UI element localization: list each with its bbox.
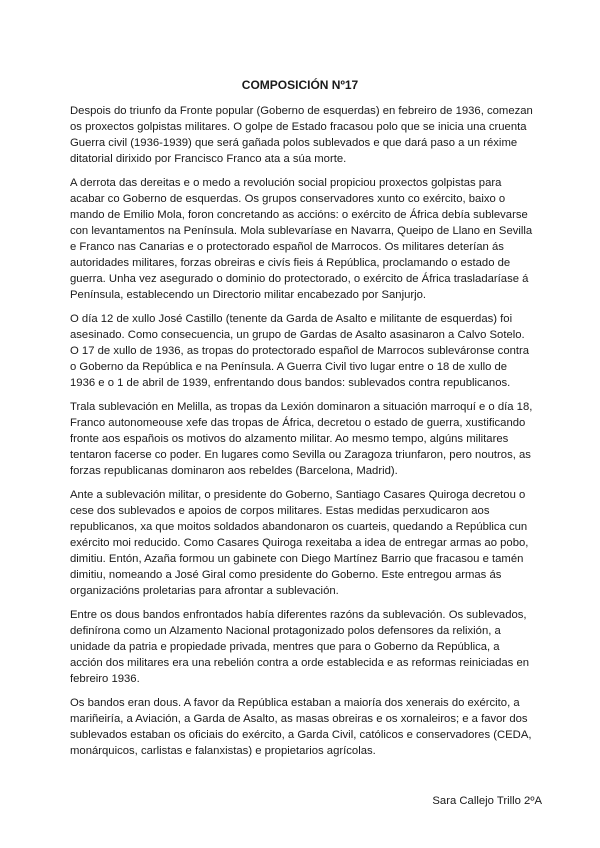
text-line: febreiro 1936. bbox=[70, 673, 140, 685]
text-line: mariñeiría, a Aviación, a Garda de Asalto, as masas obreiras e os xornaleiros; e a favor dos bbox=[70, 713, 528, 725]
text-line: guerra. Unha vez asegurado o dominio do protectorado, o exército de África trasladaríase á bbox=[70, 273, 529, 285]
text-line: asesinado. Como consecuencia, un grupo de Gardas de Asalto asasinaron a Calvo Sotelo. bbox=[70, 329, 525, 341]
text-line: con levantamentos na Península. Mola sublevaríase en Navarra, Queipo de Llano en Sevilla bbox=[70, 225, 533, 237]
text-line: Entre os dous bandos enfrontados había diferentes razóns da sublevación. Os sublevados, bbox=[70, 609, 527, 621]
document-title: COMPOSICIÓN Nº17 bbox=[241, 78, 359, 92]
paragraph bbox=[70, 311, 550, 391]
text-line: os proxectos golpistas militares. O golpe de Estado fracasou polo que se inicia una cruenta bbox=[70, 121, 527, 133]
text-line: ditatorial dirixido por Francisco Franco ata a súa morte. bbox=[70, 153, 347, 165]
text-line: republicanos, xa que moitos soldados abandonaron os cuarteis, quedando a República cun bbox=[70, 521, 528, 533]
text-line: Os bandos eran dous. A favor da República estaban a maioría dos xenerais do exército, a bbox=[70, 697, 520, 709]
paragraph bbox=[70, 487, 550, 599]
text-line: monárquicos, carlistas e falanxistas) e propietarios agrícolas. bbox=[70, 745, 376, 757]
paragraph bbox=[70, 399, 550, 479]
text-line: sublevados estaban os oficiais do exército, a Garda Civil, católicos e conservadores (CEDA, bbox=[70, 729, 532, 741]
text-line: Guerra civil (1936-1939) que será gañada polos sublevados e que dará paso a un réxime bbox=[70, 137, 518, 149]
text-line: O 17 de xullo de 1936, as tropas do protectorado español de Marrocos subleváronse contra bbox=[70, 345, 530, 357]
text-line: autoridades militares, forzas obreiras e civís fieis á República, proclamando o estado de bbox=[70, 257, 511, 269]
text-line: dimitiu, nomeando a José Giral como presidente do Goberno. Este entregou armas ás bbox=[70, 569, 502, 581]
text-line: O día 12 de xullo José Castillo (tenente da Garda de Asalto e militante de esquerdas) foi bbox=[70, 313, 513, 325]
text-line: Franco autonomeouse xefe das tropas de África, decretou o estado de guerra, xustificando bbox=[70, 417, 526, 429]
paragraph bbox=[70, 175, 550, 303]
text-line: Despois do triunfo da Fronte popular (Goberno de esquerdas) en febreiro de 1936, comezan bbox=[70, 105, 533, 117]
text-line: o Goberno da República e na Península. A Guerra Civil tivo lugar entre o 18 de xullo de bbox=[70, 361, 508, 373]
text-line: definírona como un Alzamento Nacional protagonizado polos defensores da relixión, a bbox=[70, 625, 501, 637]
text-line: A derrota das dereitas e o medo a revolución social propiciou proxectos golpistas para bbox=[70, 177, 502, 189]
text-line: acción dos militares era una rebelión contra a orde establecida e as reformas reiniciadas en bbox=[70, 657, 530, 669]
document-body bbox=[70, 103, 550, 767]
text-line: forzas republicanas dominaron aos rebeldes (Barcelona, Madrid). bbox=[70, 465, 398, 477]
text-line: dimitiu. Entón, Azaña formou un gabinete con Diego Martínez Barrio que fracasou e tamén bbox=[70, 553, 524, 565]
paragraph bbox=[70, 607, 550, 687]
text-line: e Franco nas Canarias e o protectorado español de Marrocos. Os militares deterían ás bbox=[70, 241, 504, 253]
text-line: Trala sublevación en Melilla, as tropas da Lexión dominaron a situación marroquí e o día 18, bbox=[70, 401, 533, 413]
text-line: fronte aos españois os motivos do alzamento militar. Ao mesmo tempo, algúns militares bbox=[70, 433, 509, 445]
text-line: 1936 e o 1 de abril de 1939, enfrentando dous bandos: sublevados contra republicanos. bbox=[70, 377, 511, 389]
text-line: organizacións proletarias para afrontar a sublevación. bbox=[70, 585, 339, 597]
text-line: unidade da patria e propiedade privada, mentres que para o Goberno da República, a bbox=[70, 641, 500, 653]
text-line: Península, establecendo un Directorio militar encabezado por Sanjurjo. bbox=[70, 289, 427, 301]
text-line: Ante a sublevación militar, o presidente do Goberno, Santiago Casares Quiroga decretou o bbox=[70, 489, 526, 501]
text-line: exército moi reducido. Como Casares Quiroga rexeitaba a idea de entregar armas ao pobo, bbox=[70, 537, 529, 549]
text-line: acabar co Goberno de esquerdas. Os grupos conservadores xunto co exército, baixo o bbox=[70, 193, 506, 205]
text-line: cese dos sublevados e apoios de corpos militares. Estas medidas perxudicaron aos bbox=[70, 505, 490, 517]
author-signature: Sara Callejo Trillo 2ºA bbox=[432, 795, 542, 807]
text-line: tentaron facerse co poder. En lugares como Sevilla ou Zaragoza triunfaron, pero noutros, as bbox=[70, 449, 531, 461]
paragraph bbox=[70, 103, 550, 167]
paragraph bbox=[70, 695, 550, 759]
text-line: mando de Emilio Mola, foron concretando as accións: o exército de África debía sublevarse bbox=[70, 209, 528, 221]
